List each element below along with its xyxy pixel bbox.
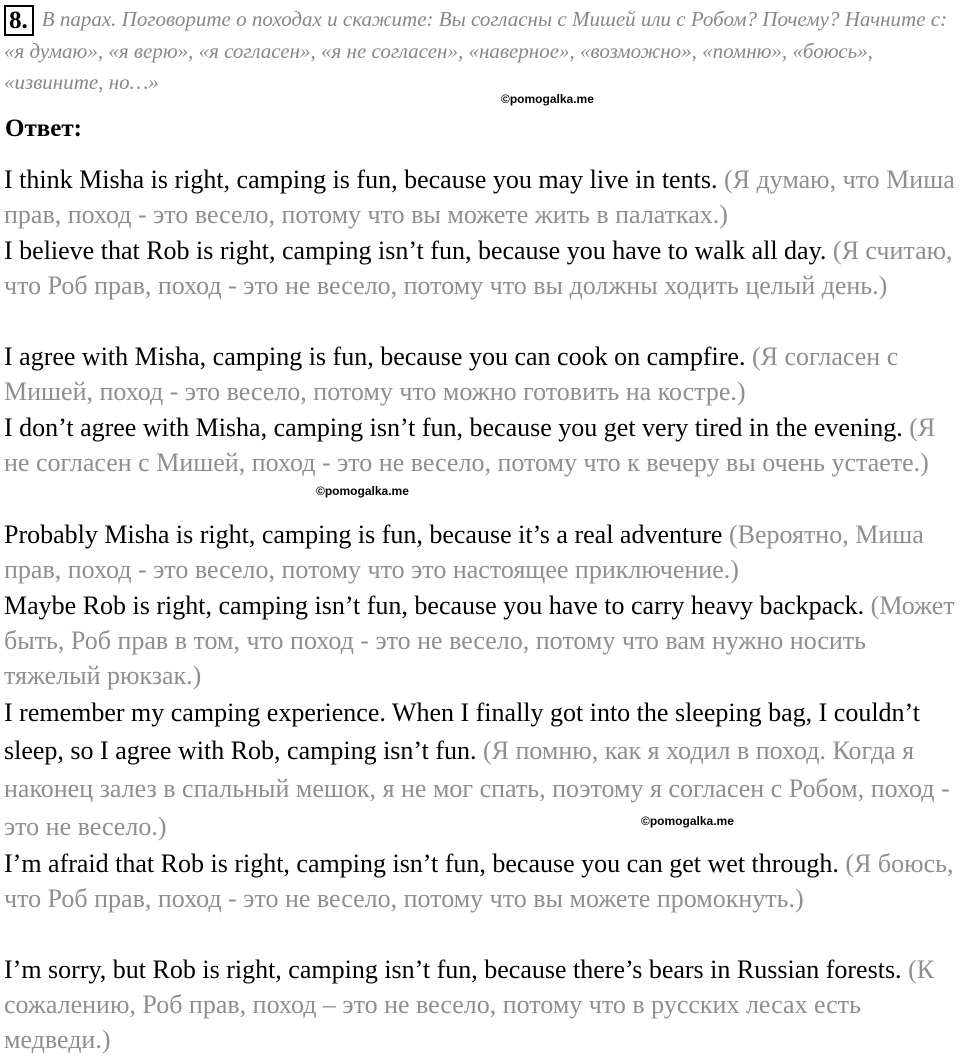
watermark: ©pomogalka.me [641,814,734,828]
task-text: В парах. Поговорите о походах и скажите: Вы согласны с Мишей или с Робом? Почему? Начните с: «я думаю», «я верю», «я согласен», «я не согласен», «наверное», «возможно», «помню», «боюсь», «извините, но…» [4,7,948,94]
answer-paragraph [4,846,956,916]
answer-paragraph [4,952,956,1057]
answer-russian: (Я не согласен с Мишей, поход - это не весело, потому что к вечеру вы очень устаете.) [4,413,936,477]
answer-paragraph [4,517,956,587]
answer-russian: (К сожалению, Роб прав, поход – это не весело, потому что в русских лесах есть медведи.) [4,955,935,1054]
task-statement [4,4,954,98]
task-number: 8. [4,5,34,36]
answer-paragraph [4,410,956,480]
answer-english: I’m sorry, but Rob is right, camping isn’t fun, because there’s bears in Russian forests. [4,955,902,984]
answer-label: Ответ: [5,115,82,142]
answer-english: I’m afraid that Rob is right, camping isn’t fun, because you can get wet through. [4,849,839,878]
answer-russian: (Может быть, Роб прав в том, что поход - это не весело, потому что вам нужно носить тяжелый рюкзак.) [4,591,955,690]
watermark: ©pomogalka.me [501,92,594,106]
answer-paragraph [4,694,956,846]
answer-english: I remember my camping experience. When I finally got into the sleeping bag, I couldn’t sleep, so I agree with Rob, camping isn’t fun. [4,698,920,765]
answer-english: I think Misha is right, camping is fun, because you may live in tents. [4,165,718,194]
answer-english: Maybe Rob is right, camping isn’t fun, because you have to carry heavy backpack. [4,591,865,620]
answer-english: I don’t agree with Misha, camping isn’t fun, because you get very tired in the evening. [4,413,903,442]
answer-paragraph [4,233,956,303]
answer-english: I agree with Misha, camping is fun, because you can cook on campfire. [4,342,746,371]
answer-paragraph [4,588,956,693]
answer-russian: (Я считаю, что Роб прав, поход - это не весело, потому что вы должны ходить целый день.) [4,236,953,300]
answer-russian: (Я думаю, что Миша прав, поход - это весело, потому что вы можете жить в палатках.) [4,165,955,229]
answer-russian: (Вероятно, Миша прав, поход - это весело, потому что это настоящее приключение.) [4,520,924,584]
answer-english: Probably Misha is right, camping is fun, because it’s a real adventure [4,520,723,549]
answer-russian: (Я согласен с Мишей, поход - это весело, потому что можно готовить на костре.) [4,342,899,406]
answer-paragraph [4,162,956,232]
answer-russian: (Я боюсь, что Роб прав, поход - это не весело, потому что вы можете промокнуть.) [4,849,954,913]
answer-english: I believe that Rob is right, camping isn’t fun, because you have to walk all day. [4,236,827,265]
answer-russian: (Я помню, как я ходил в поход. Когда я наконец залез в спальный мешок, я не мог спать, поэтому я согласен с Робом, поход - это не весело.) [4,736,950,841]
answer-paragraph [4,339,956,409]
watermark: ©pomogalka.me [316,484,409,498]
